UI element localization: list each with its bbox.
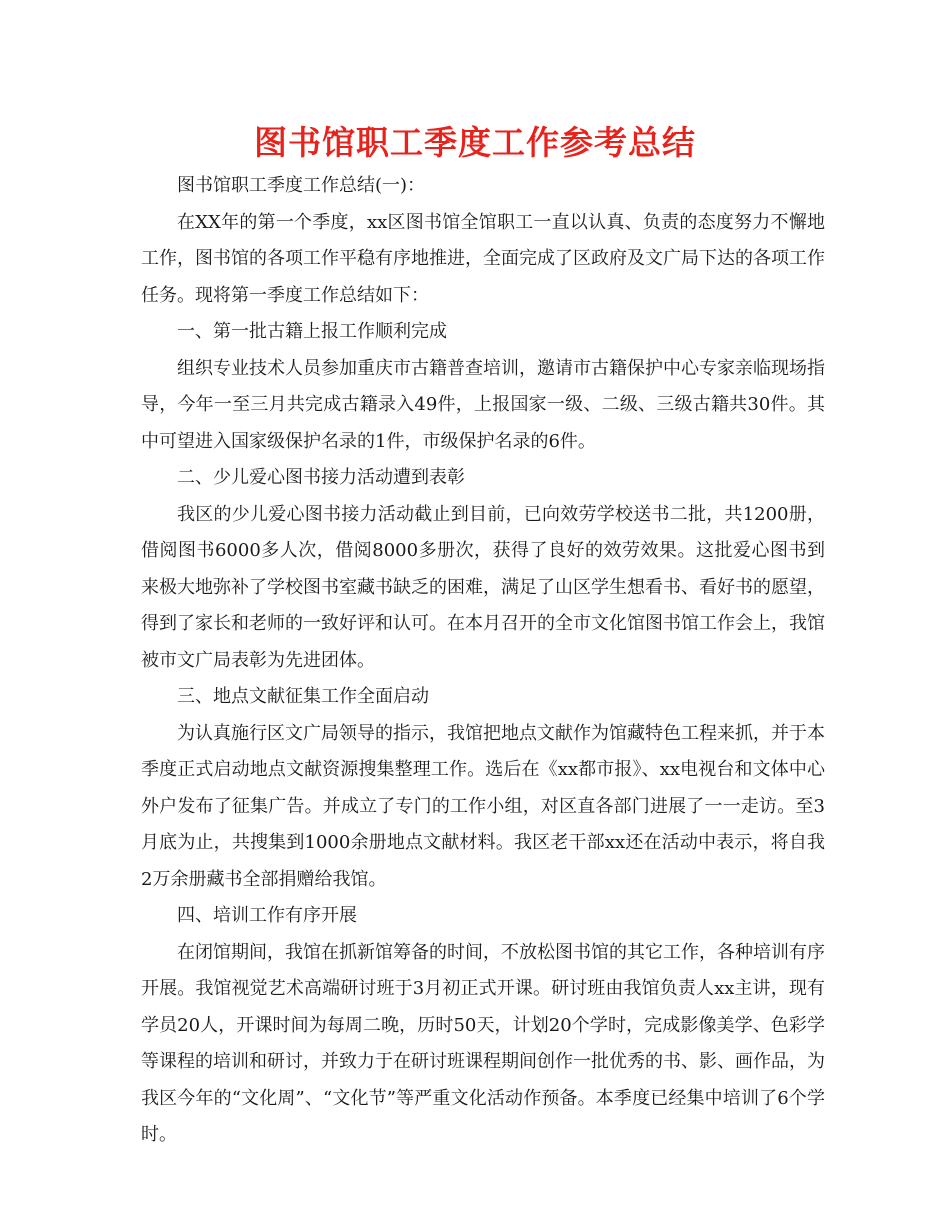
document-title: 图书馆职工季度工作参考总结 bbox=[254, 123, 696, 162]
body-paragraph: 组织专业技术人员参加重庆市古籍普查培训，邀请市古籍保护中心专家亲临现场指导，今年一至三月共完成古籍录入49件，上报国家一级、二级、三级古籍共30件。其中可望进入国家级保护名录的1件，市级保护名录的6件。 bbox=[141, 357, 825, 452]
section-heading: 四、培训工作有序开展 bbox=[177, 905, 357, 926]
body-paragraph: 我区的少儿爱心图书接力活动截止到目前，已向效劳学校送书二批，共1200册，借阅图书6000多人次，借阅8000多册次，获得了良好的效劳效果。这批爱心图书到来极大地弥补了学校图书室藏书缺乏的困难，满足了山区学生想看书、看好书的愿望，得到了家长和老师的一致好评和认可。在本月召开的全市文化馆图书馆工作会上，我馆被市文广局表彰为先进团体。 bbox=[141, 503, 825, 671]
section-heading: 二、少儿爱心图书接力活动遭到表彰 bbox=[177, 467, 465, 488]
body-paragraph: 为认真施行区文广局领导的指示，我馆把地点文献作为馆藏特色工程来抓，并于本季度正式启动地点文献资源搜集整理工作。选后在《xx都市报》、xx电视台和文体中心外户发布了征集广告。并成立了专门的工作小组，对区直各部门进展了一一走访。至3月底为止，共搜集到1000余册地点文献材料。我区老干部xx还在活动中表示，将自我2万余册藏书全部捐赠给我馆。 bbox=[141, 722, 825, 890]
document-body bbox=[141, 168, 825, 1154]
section-heading: 图书馆职工季度工作总结(一)： bbox=[177, 175, 426, 196]
body-paragraph: 在闭馆期间，我馆在抓新馆筹备的时间，不放松图书馆的其它工作，各种培训有序开展。我馆视觉艺术高端研讨班于3月初正式开课。研讨班由我馆负责人xx主讲，现有学员20人，开课时间为每周二晚，历时50天，计划20个学时，完成影像美学、色彩学等课程的培训和研讨，并致力于在研讨班课程期间创作一批优秀的书、影、画作品，为我区今年的“文化周”、“文化节”等严重文化活动作预备。本季度已经集中培训了6个学时。 bbox=[141, 941, 825, 1145]
section-heading: 三、地点文献征集工作全面启动 bbox=[177, 686, 429, 707]
section-heading: 一、第一批古籍上报工作顺利完成 bbox=[177, 321, 447, 342]
body-paragraph: 在XX年的第一个季度，xx区图书馆全馆职工一直以认真、负责的态度努力不懈地工作，图书馆的各项工作平稳有序地推进，全面完成了区政府及文广局下达的各项工作任务。现将第一季度工作总结如下： bbox=[141, 211, 825, 306]
